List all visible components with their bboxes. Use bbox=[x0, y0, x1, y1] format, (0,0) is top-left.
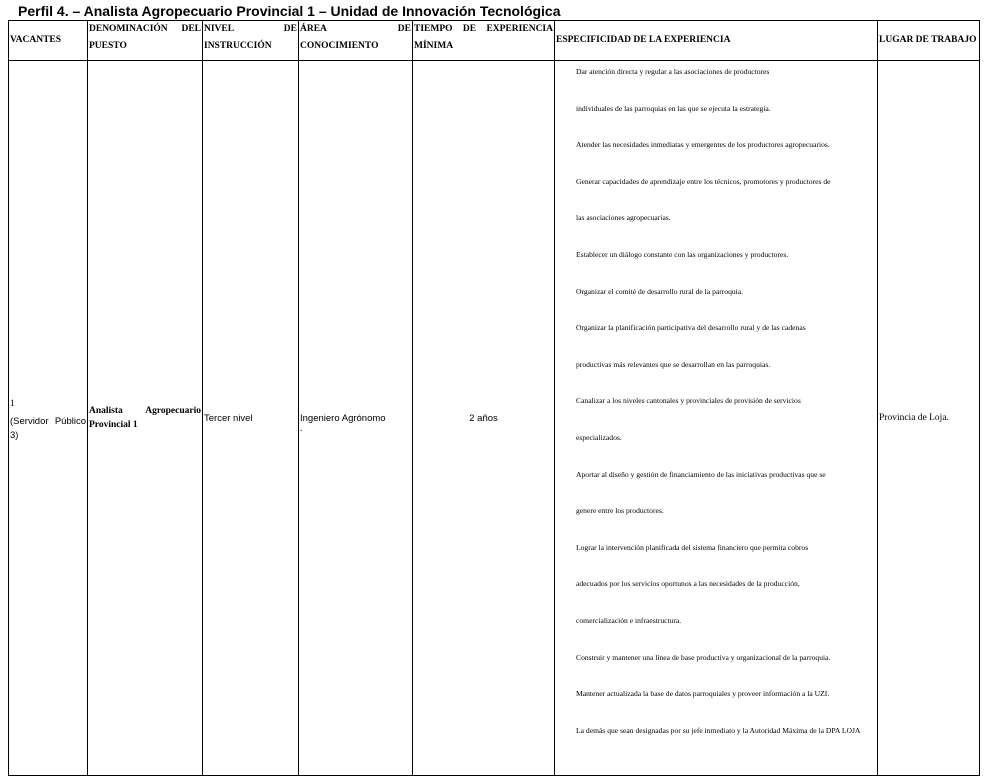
header-nivel bbox=[203, 21, 299, 61]
area-value: Ingeniero Agrónomo bbox=[300, 412, 386, 424]
header-nivel-line1: NIVEL DE bbox=[204, 24, 297, 34]
duty-item: comercialización e infraestructura. bbox=[576, 615, 682, 625]
header-denominacion-line2: PUESTO bbox=[89, 41, 127, 51]
duty-item: especializados. bbox=[576, 432, 622, 442]
header-tiempo-line2: MÍNIMA bbox=[414, 41, 454, 51]
duty-item: Construir y mantener una línea de base productiva y organizacional de la parroquia. bbox=[576, 652, 831, 662]
duty-item: las asociaciones agropecuarias. bbox=[576, 213, 671, 223]
duty-item: adecuados por los servicios oportunos a las necesidades de la producción, bbox=[576, 579, 800, 589]
profile-row bbox=[9, 61, 980, 776]
puesto-line1: Analista Agropecuario bbox=[89, 406, 201, 416]
cell-area bbox=[299, 61, 413, 776]
duty-item: Establecer un diálogo constante con las organizaciones y productores. bbox=[576, 249, 789, 259]
duty-item: Generar capacidades de aprendizaje entre los técnicos, promotores y productores de bbox=[576, 176, 831, 186]
duty-item: La demás que sean designadas por su jefe inmediato y la Autoridad Máxima de la DPA LOJA bbox=[576, 725, 861, 735]
duty-item: individuales de las parroquias en las que se ejecuta la estrategia. bbox=[576, 103, 771, 113]
cell-nivel: Tercer nivel bbox=[203, 61, 299, 776]
duty-item: genere entre los productores. bbox=[576, 506, 664, 516]
duty-item: Organizar la planificación participativa del desarrollo rural y de las cadenas bbox=[576, 323, 806, 333]
header-lugar: LUGAR DE TRABAJO bbox=[878, 21, 980, 61]
profile-table bbox=[8, 20, 980, 776]
cell-vacantes bbox=[9, 61, 88, 776]
duty-item: Canalizar a los niveles cantonales y provinciales de provisión de servicios bbox=[576, 396, 801, 406]
cell-especificidad bbox=[555, 61, 878, 776]
duty-item: productivas más relevantes que se desarrollan en las parroquias. bbox=[576, 359, 771, 369]
header-denominacion bbox=[88, 21, 203, 61]
area-dot: . bbox=[300, 423, 303, 434]
header-area bbox=[299, 21, 413, 61]
header-area-line2: CONOCIMIENTO bbox=[300, 41, 379, 51]
duty-item: Mantener actualizada la base de datos parroquiales y proveer información a la UZI. bbox=[576, 689, 830, 699]
header-denominacion-line1: DENOMINACIÓN DEL bbox=[89, 24, 201, 34]
duty-item: Aportar al diseño y gestión de financiamiento de las iniciativas productivas que se bbox=[576, 469, 826, 479]
duty-item: Dar atención directa y regular a las asociaciones de productores bbox=[576, 67, 770, 76]
header-vacantes: VACANTES bbox=[9, 21, 88, 61]
cell-tiempo: 2 años bbox=[413, 61, 555, 776]
header-tiempo-line1: TIEMPO DE EXPERIENCIA bbox=[414, 24, 553, 34]
header-tiempo bbox=[413, 21, 555, 61]
page-title: Perfil 4. – Analista Agropecuario Provincial 1 – Unidad de Innovación Tecnológica bbox=[18, 3, 561, 19]
duty-item: Atender las necesidades inmediatas y emergentes de los productores agropecuarios. bbox=[576, 140, 830, 150]
puesto-line2: Provincial 1 bbox=[89, 420, 138, 430]
vacantes-count: 1 bbox=[10, 398, 15, 409]
duty-item: Organizar el comité de desarrollo rural de la parroquia. bbox=[576, 286, 744, 296]
header-area-line1: ÁREA DE bbox=[300, 24, 411, 34]
header-especificidad: ESPECIFICIDAD DE LA EXPERIENCIA bbox=[555, 21, 878, 61]
cell-puesto bbox=[88, 61, 203, 776]
duties-list bbox=[556, 61, 876, 740]
header-nivel-line2: INSTRUCCIÓN bbox=[204, 41, 272, 51]
header-row bbox=[9, 21, 980, 61]
vacantes-note-line2: 3) bbox=[10, 429, 19, 441]
vacantes-note-line1: (Servidor Público bbox=[10, 415, 86, 427]
duty-item: Lograr la intervención planificada del sistema financiero que permita cobros bbox=[576, 542, 809, 552]
cell-lugar: Provincia de Loja. bbox=[878, 61, 980, 776]
